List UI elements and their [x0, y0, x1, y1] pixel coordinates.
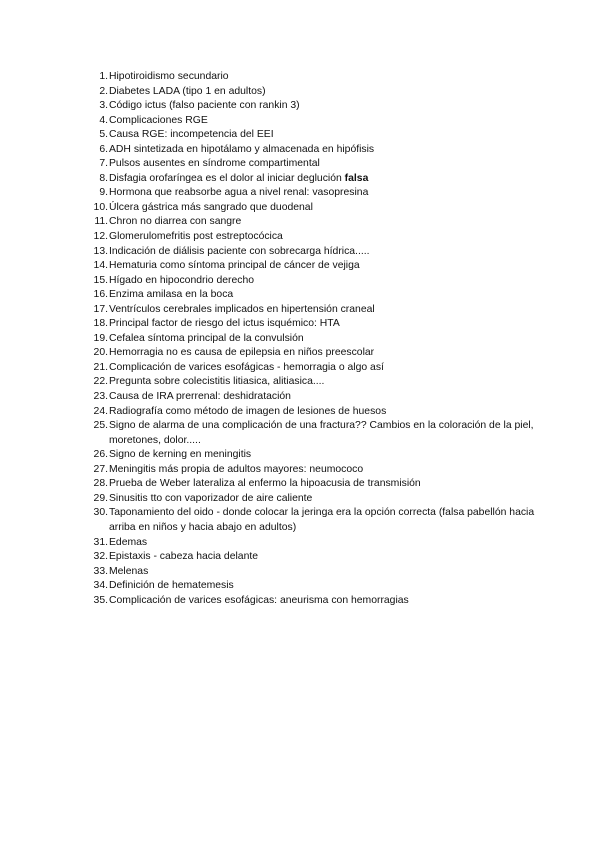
item-number: 10. [93, 201, 108, 213]
item-bold-word: falsa [344, 172, 369, 184]
item-text: ADH sintetizada en hipotálamo y almacenada en hipófisis [109, 143, 375, 155]
list-item [88, 375, 538, 390]
item-number: 6. [99, 143, 108, 155]
item-number: 12. [93, 231, 108, 243]
item-text: Complicación de varices esofágicas: aneurisma con hemorragias [109, 594, 409, 606]
list-item [88, 274, 538, 289]
item-text: Sinusitis tto con vaporizador de aire caliente [109, 492, 313, 504]
list-item [88, 317, 538, 332]
list-item [88, 70, 538, 85]
item-text: Radiografía como método de imagen de lesiones de huesos [109, 405, 387, 417]
item-number: 28. [93, 478, 108, 490]
list-item [88, 230, 538, 245]
item-number: 11. [94, 216, 108, 228]
list-item [88, 419, 538, 448]
list-item [88, 85, 538, 100]
item-text: Meningitis más propia de adultos mayores: neumococo [109, 463, 364, 475]
item-text: Complicación de varices esofágicas - hemorragia o algo así [109, 361, 384, 373]
item-number: 27. [93, 463, 108, 475]
list-item [88, 594, 538, 609]
item-text: Causa RGE: incompetencia del EEI [109, 129, 274, 141]
item-number: 18. [93, 318, 108, 330]
item-text: Principal factor de riesgo del ictus isquémico: HTA [109, 318, 340, 330]
item-text: Taponamiento del oido - donde colocar la jeringa era la opción correcta (falsa pabellón hacia arriba en niños y hacia abajo en adultos) [109, 507, 535, 533]
list-item [88, 361, 538, 376]
item-text: Causa de IRA prerrenal: deshidratación [109, 391, 291, 403]
list-item [88, 157, 538, 172]
item-text: Melenas [109, 565, 149, 577]
item-text: Ventrículos cerebrales implicados en hipertensión craneal [109, 303, 375, 315]
item-text: Úlcera gástrica más sangrado que duodenal [109, 201, 313, 213]
item-number: 29. [93, 492, 108, 504]
list-item [88, 448, 538, 463]
item-text: Chron no diarrea con sangre [109, 216, 242, 228]
list-item [88, 172, 538, 187]
item-number: 21. [93, 361, 108, 373]
item-number: 30. [93, 507, 108, 519]
item-text: Diabetes LADA (tipo 1 en adultos) [109, 85, 266, 97]
item-number: 22. [93, 376, 108, 388]
item-text: Pregunta sobre colecistitis litiasica, alitiasica.... [109, 376, 325, 388]
item-number: 24. [93, 405, 108, 417]
list-item [88, 303, 538, 318]
item-number: 32. [93, 551, 108, 563]
item-number: 16. [93, 289, 108, 301]
list-item [88, 128, 538, 143]
list-item [88, 565, 538, 580]
item-number: 8. [99, 172, 108, 184]
item-number: 4. [99, 114, 108, 126]
item-text: Hígado en hipocondrio derecho [109, 274, 254, 286]
list-item [88, 405, 538, 420]
item-number: 17. [93, 303, 108, 315]
item-number: 25. [93, 420, 108, 432]
item-number: 7. [99, 158, 108, 170]
item-text: Signo de kerning en meningitis [109, 449, 252, 461]
item-text: Cefalea síntoma principal de la convulsión [109, 332, 304, 344]
item-text: Enzima amilasa en la boca [109, 289, 234, 301]
item-number: 34. [93, 580, 108, 592]
numbered-list [88, 70, 538, 608]
item-number: 35. [93, 594, 108, 606]
item-text: Pulsos ausentes en síndrome compartimental [109, 158, 320, 170]
list-item [88, 186, 538, 201]
list-item [88, 579, 538, 594]
list-item [88, 99, 538, 114]
list-item [88, 506, 538, 535]
item-number: 14. [93, 260, 108, 272]
item-text-with-bold [108, 172, 538, 187]
list-item [88, 492, 538, 507]
item-text: Hematuria como síntoma principal de cáncer de vejiga [109, 260, 360, 272]
item-number: 19. [93, 332, 108, 344]
item-number: 20. [93, 347, 108, 359]
list-item [88, 346, 538, 361]
list-item [88, 245, 538, 260]
item-text: Epistaxis - cabeza hacia delante [109, 551, 259, 563]
item-number: 33. [93, 565, 108, 577]
item-text: Glomerulomefritis post estreptocócica [109, 231, 283, 243]
list-item [88, 536, 538, 551]
item-text: Prueba de Weber lateraliza al enfermo la hipoacusia de transmisión [109, 478, 421, 490]
item-number: 13. [93, 245, 108, 257]
list-item [88, 477, 538, 492]
item-number: 5. [99, 129, 108, 141]
list-item [88, 550, 538, 565]
item-text: Disfagia orofaríngea es el dolor al iniciar deglución [109, 172, 345, 184]
item-text: Complicaciones RGE [109, 114, 208, 126]
item-text: Código ictus (falso paciente con rankin 3) [109, 100, 300, 112]
list-item [88, 114, 538, 129]
list-item [88, 215, 538, 230]
list-item [88, 390, 538, 405]
item-number: 26. [93, 449, 108, 461]
item-number: 2. [99, 85, 108, 97]
item-number: 9. [99, 187, 108, 199]
item-text: Signo de alarma de una complicación de una fractura?? Cambios en la coloración de la piel, moretones, dolor..... [109, 420, 534, 446]
item-number: 31. [93, 536, 108, 548]
item-number: 3. [99, 100, 108, 112]
item-text: Hemorragia no es causa de epilepsia en niños preescolar [109, 347, 375, 359]
item-text: Edemas [109, 536, 148, 548]
list-item [88, 259, 538, 274]
list-item [88, 463, 538, 478]
item-text: Indicación de diálisis paciente con sobrecarga hídrica..... [109, 245, 370, 257]
item-number: 15. [93, 274, 108, 286]
list-item [88, 288, 538, 303]
item-number: 23. [93, 391, 108, 403]
item-text: Definición de hematemesis [109, 580, 234, 592]
item-text: Hipotiroidismo secundario [109, 71, 229, 82]
list-item [88, 201, 538, 216]
list-item [88, 332, 538, 347]
item-number: 1. [99, 71, 108, 82]
list-item [88, 143, 538, 158]
item-text: Hormona que reabsorbe agua a nivel renal: vasopresina [109, 187, 369, 199]
